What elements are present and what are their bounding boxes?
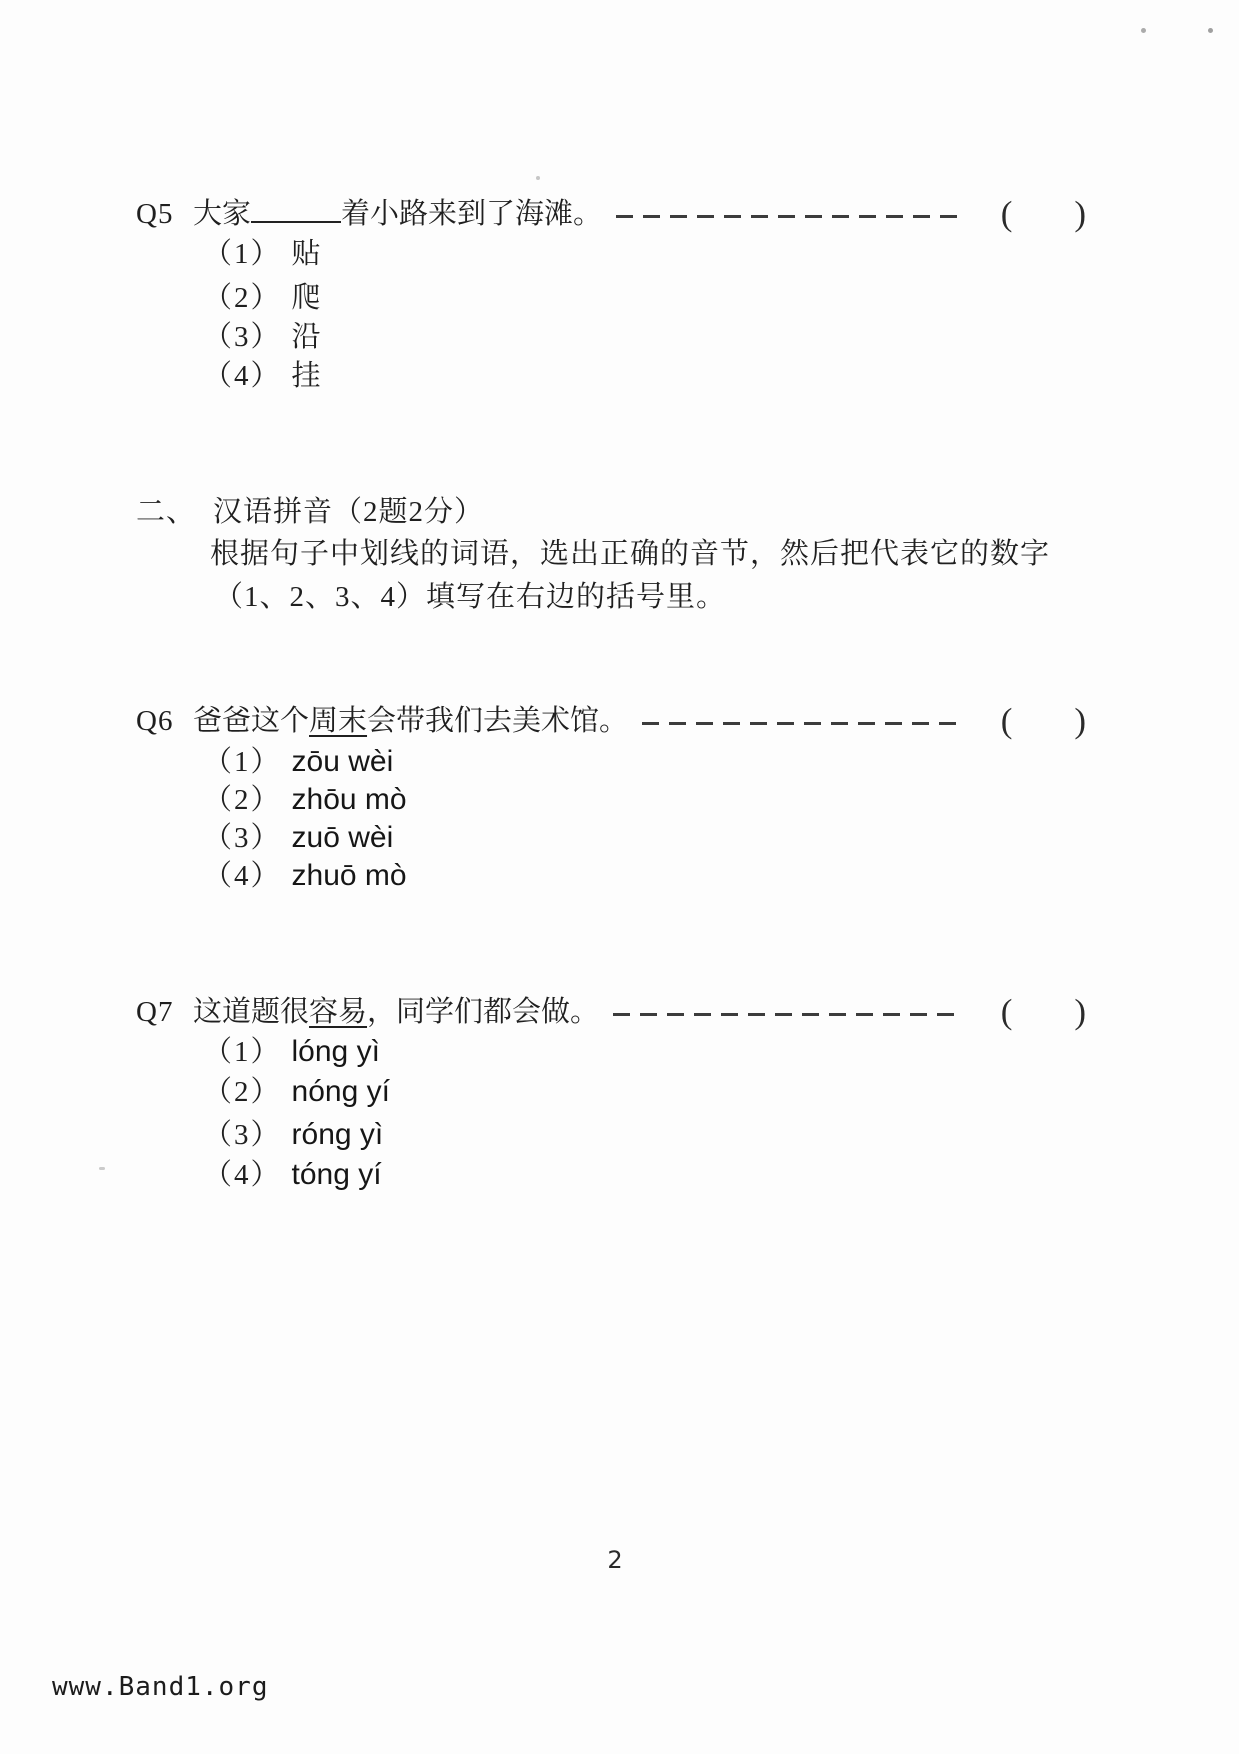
option-row	[203, 237, 321, 272]
option-number: （2）	[203, 282, 282, 314]
option-number: （2）	[203, 1075, 282, 1108]
close-paren: )	[1074, 194, 1086, 233]
option-text: 沿	[291, 321, 321, 353]
option-row	[203, 1117, 383, 1153]
sentence-text-before: 大家	[193, 197, 252, 230]
sentence-text-before: 这道题很	[193, 995, 310, 1028]
option-text: róng yì	[291, 1118, 384, 1151]
section-header	[136, 489, 484, 530]
question-label: Q5	[136, 197, 174, 230]
option-number: （2）	[203, 783, 282, 816]
option-text: 爬	[291, 282, 321, 314]
option-row	[203, 1074, 390, 1110]
option-text: nóng yí	[291, 1075, 390, 1108]
option-text: zhōu mò	[291, 783, 407, 816]
page-number: 2	[607, 1546, 623, 1574]
option-number: （4）	[203, 360, 282, 392]
option-text: 挂	[291, 360, 321, 392]
section-instruction-line2: （1、2、3、4）填写在右边的括号里。	[214, 581, 727, 613]
option-number: （1）	[203, 238, 282, 270]
section-title: 汉语拼音（2题2分）	[213, 496, 485, 528]
scan-artifact-dot	[1208, 28, 1213, 33]
question-sentence	[193, 994, 599, 1030]
sentence-text-after: 会带我们去美术馆。	[367, 704, 629, 737]
footer-url: www.Band1.org	[52, 1672, 269, 1702]
question-label: Q6	[136, 704, 174, 737]
option-text: 贴	[291, 238, 321, 270]
answer-bracket	[1001, 699, 1086, 743]
section-number: 二、	[136, 496, 197, 528]
answer-bracket	[1001, 192, 1086, 236]
question-q5-line	[136, 192, 1086, 236]
option-row	[203, 1157, 382, 1193]
option-row	[203, 1034, 380, 1070]
open-paren: (	[1000, 194, 1013, 233]
option-text: tóng yí	[291, 1158, 382, 1191]
sentence-text-before: 爸爸这个	[193, 704, 310, 737]
dashed-leader	[616, 215, 961, 218]
option-text: zuō wèi	[291, 821, 394, 854]
section-instruction-line1: 根据句子中划线的词语，选出正确的音节，然后把代表它的数字	[210, 538, 1051, 570]
sentence-text-after: 着小路来到了海滩。	[341, 197, 603, 230]
sentence-text-after: ，同学们都会做。	[367, 995, 600, 1028]
option-row	[203, 320, 321, 355]
option-row	[203, 281, 321, 316]
underlined-word: 容易	[309, 995, 368, 1028]
dashed-leader	[642, 722, 961, 725]
option-number: （1）	[203, 1035, 282, 1068]
answer-bracket	[1001, 990, 1086, 1034]
option-row	[203, 820, 393, 856]
close-paren: )	[1074, 701, 1086, 740]
underlined-word: 周末	[309, 704, 368, 737]
question-sentence	[193, 703, 628, 739]
option-number: （4）	[203, 859, 282, 892]
close-paren: )	[1074, 992, 1086, 1031]
scan-artifact-dot	[536, 176, 540, 180]
option-row	[203, 858, 407, 894]
option-number: （3）	[203, 1118, 282, 1151]
option-row	[203, 359, 321, 394]
fill-in-blank	[251, 196, 341, 223]
option-text: zhuō mò	[291, 859, 407, 892]
option-row	[203, 744, 393, 780]
question-label: Q7	[136, 995, 174, 1028]
option-row	[203, 782, 407, 818]
option-number: （1）	[203, 745, 282, 778]
open-paren: (	[1000, 992, 1013, 1031]
option-number: （3）	[203, 321, 282, 353]
option-number: （4）	[203, 1158, 282, 1191]
scan-artifact-dot	[99, 1167, 105, 1170]
dashed-leader	[613, 1013, 961, 1016]
question-q6-line	[136, 699, 1086, 743]
option-text: zōu wèi	[291, 745, 394, 778]
question-q7-line	[136, 990, 1086, 1034]
open-paren: (	[1000, 701, 1013, 740]
scan-artifact-dot	[1141, 28, 1146, 33]
question-sentence	[193, 196, 602, 232]
option-text: lóng yì	[291, 1035, 380, 1068]
option-number: （3）	[203, 821, 282, 854]
